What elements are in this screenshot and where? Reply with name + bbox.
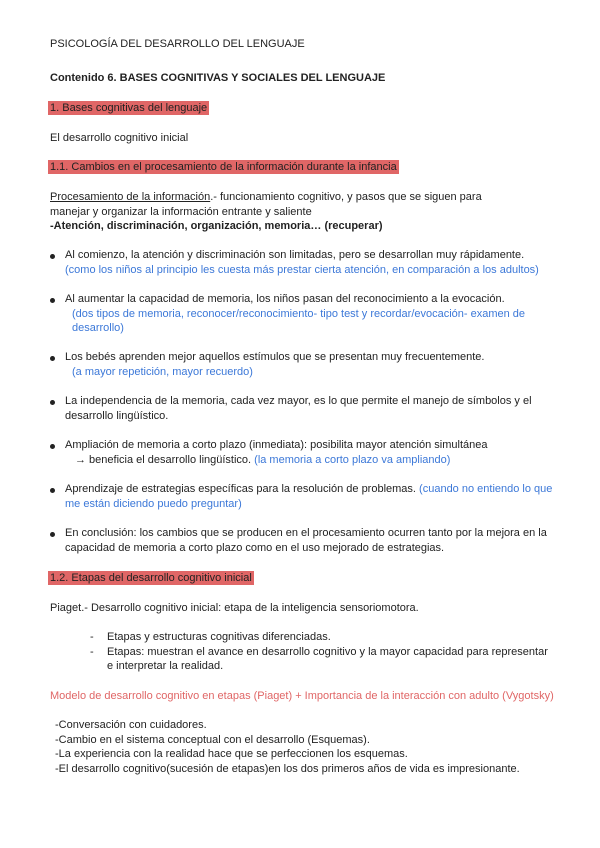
- bullet-dot: [50, 254, 55, 259]
- bullet-6-text: Aprendizaje de estrategias específicas para la resolución de problemas.: [65, 483, 416, 495]
- processing-definition: [50, 190, 482, 205]
- content-heading: Contenido 6. BASES COGNITIVAS Y SOCIALES DEL LENGUAJE: [50, 72, 386, 84]
- bullet-6-text-line-1: [65, 482, 552, 497]
- section-1-highlight: 1. Bases cognitivas del lenguaje: [50, 102, 208, 114]
- bullet-dot: [50, 532, 55, 537]
- bullet-2-note-line-1: (dos tipos de memoria, reconocer/reconocimiento- tipo test y recordar/evocación- examen de: [72, 308, 526, 320]
- section-1-heading: [50, 101, 209, 116]
- section-1-2-heading: [50, 571, 254, 586]
- processing-definition-line-2: manejar y organizar la información entrante y saliente: [50, 206, 312, 218]
- bullet-4-text-line-2: desarrollo lingüístico.: [65, 410, 169, 422]
- dash-marker: -: [90, 646, 94, 658]
- final-line-4: -El desarrollo cognitivo(sucesión de etapas)en los dos primeros años de vida es impresionante.: [55, 763, 520, 775]
- bullet-dot: [50, 444, 55, 449]
- bullet-dot: [50, 298, 55, 303]
- processing-list: -Atención, discriminación, organización, memoria… (recuperar): [50, 220, 383, 232]
- dash-item-2-line-2: e interpretar la realidad.: [107, 660, 224, 672]
- bullet-6-note-line-2: me están diciendo puedo preguntar): [65, 498, 242, 510]
- bullet-1-text: Al comienzo, la atención y discriminación son limitadas, pero se desarrollan muy rápidamente.: [65, 249, 525, 261]
- bullet-7-text-line-1: En conclusión: los cambios que se producen en el procesamiento ocurren tanto por la mejora en la: [65, 527, 547, 539]
- processing-definition-line-1: .- funcionamiento cognitivo, y pasos que se siguen para: [210, 191, 482, 203]
- bullet-4-text-line-1: La independencia de la memoria, cada vez mayor, es lo que permite el manejo de símbolos y el: [65, 395, 532, 407]
- bullet-dot: [50, 488, 55, 493]
- final-line-1: -Conversación con cuidadores.: [55, 719, 207, 731]
- bullet-5-arrow-text: → beneficia el desarrollo lingüístico.: [75, 454, 252, 466]
- piaget-line: Piaget.- Desarrollo cognitivo inicial: etapa de la inteligencia sensoriomotora.: [50, 602, 419, 614]
- bullet-5-text-line-1: Ampliación de memoria a corto plazo (inmediata): posibilita mayor atención simultánea: [65, 439, 488, 451]
- bullet-3-note: (a mayor repetición, mayor recuerdo): [72, 366, 253, 378]
- bullet-dot: [50, 400, 55, 405]
- final-line-2: -Cambio en el sistema conceptual con el desarrollo (Esquemas).: [55, 734, 370, 746]
- dash-item-1: Etapas y estructuras cognitivas diferenciadas.: [107, 631, 331, 643]
- section-1-1-heading: [50, 160, 399, 175]
- bullet-5-text-line-2: [75, 453, 450, 468]
- bullet-3-text: Los bebés aprenden mejor aquellos estímulos que se presentan muy frecuentemente.: [65, 351, 485, 363]
- bullet-7-text-line-2: capacidad de memoria a corto plazo como en el uso mejorado de estrategias.: [65, 542, 445, 554]
- subheading-initial: El desarrollo cognitivo inicial: [50, 132, 189, 144]
- processing-term: Procesamiento de la información: [50, 191, 211, 203]
- bullet-dot: [50, 356, 55, 361]
- model-note: Modelo de desarrollo cognitivo en etapas (Piaget) + Importancia de la interacción con adulto (Vygotsky): [50, 690, 554, 702]
- final-line-3: -La experiencia con la realidad hace que se perfeccionen los esquemas.: [55, 748, 408, 760]
- dash-marker: -: [90, 631, 94, 643]
- bullet-2-note-line-2: desarrollo): [72, 322, 124, 334]
- section-1-1-highlight: 1.1. Cambios en el procesamiento de la información durante la infancia: [50, 161, 397, 173]
- bullet-2-text: Al aumentar la capacidad de memoria, los niños pasan del reconocimiento a la evocación.: [65, 293, 505, 305]
- dash-item-2-line-1: Etapas: muestran el avance en desarrollo cognitivo y la mayor capacidad para representar: [107, 646, 548, 658]
- document-title: PSICOLOGÍA DEL DESARROLLO DEL LENGUAJE: [50, 38, 305, 50]
- section-1-2-highlight: 1.2. Etapas del desarrollo cognitivo inicial: [50, 572, 252, 584]
- bullet-5-note: (la memoria a corto plazo va ampliando): [254, 454, 451, 466]
- bullet-6-note-line-1: (cuando no entiendo lo que: [419, 483, 553, 495]
- bullet-1-note: (como los niños al principio les cuesta más prestar cierta atención, en comparación a los adultos): [65, 264, 539, 276]
